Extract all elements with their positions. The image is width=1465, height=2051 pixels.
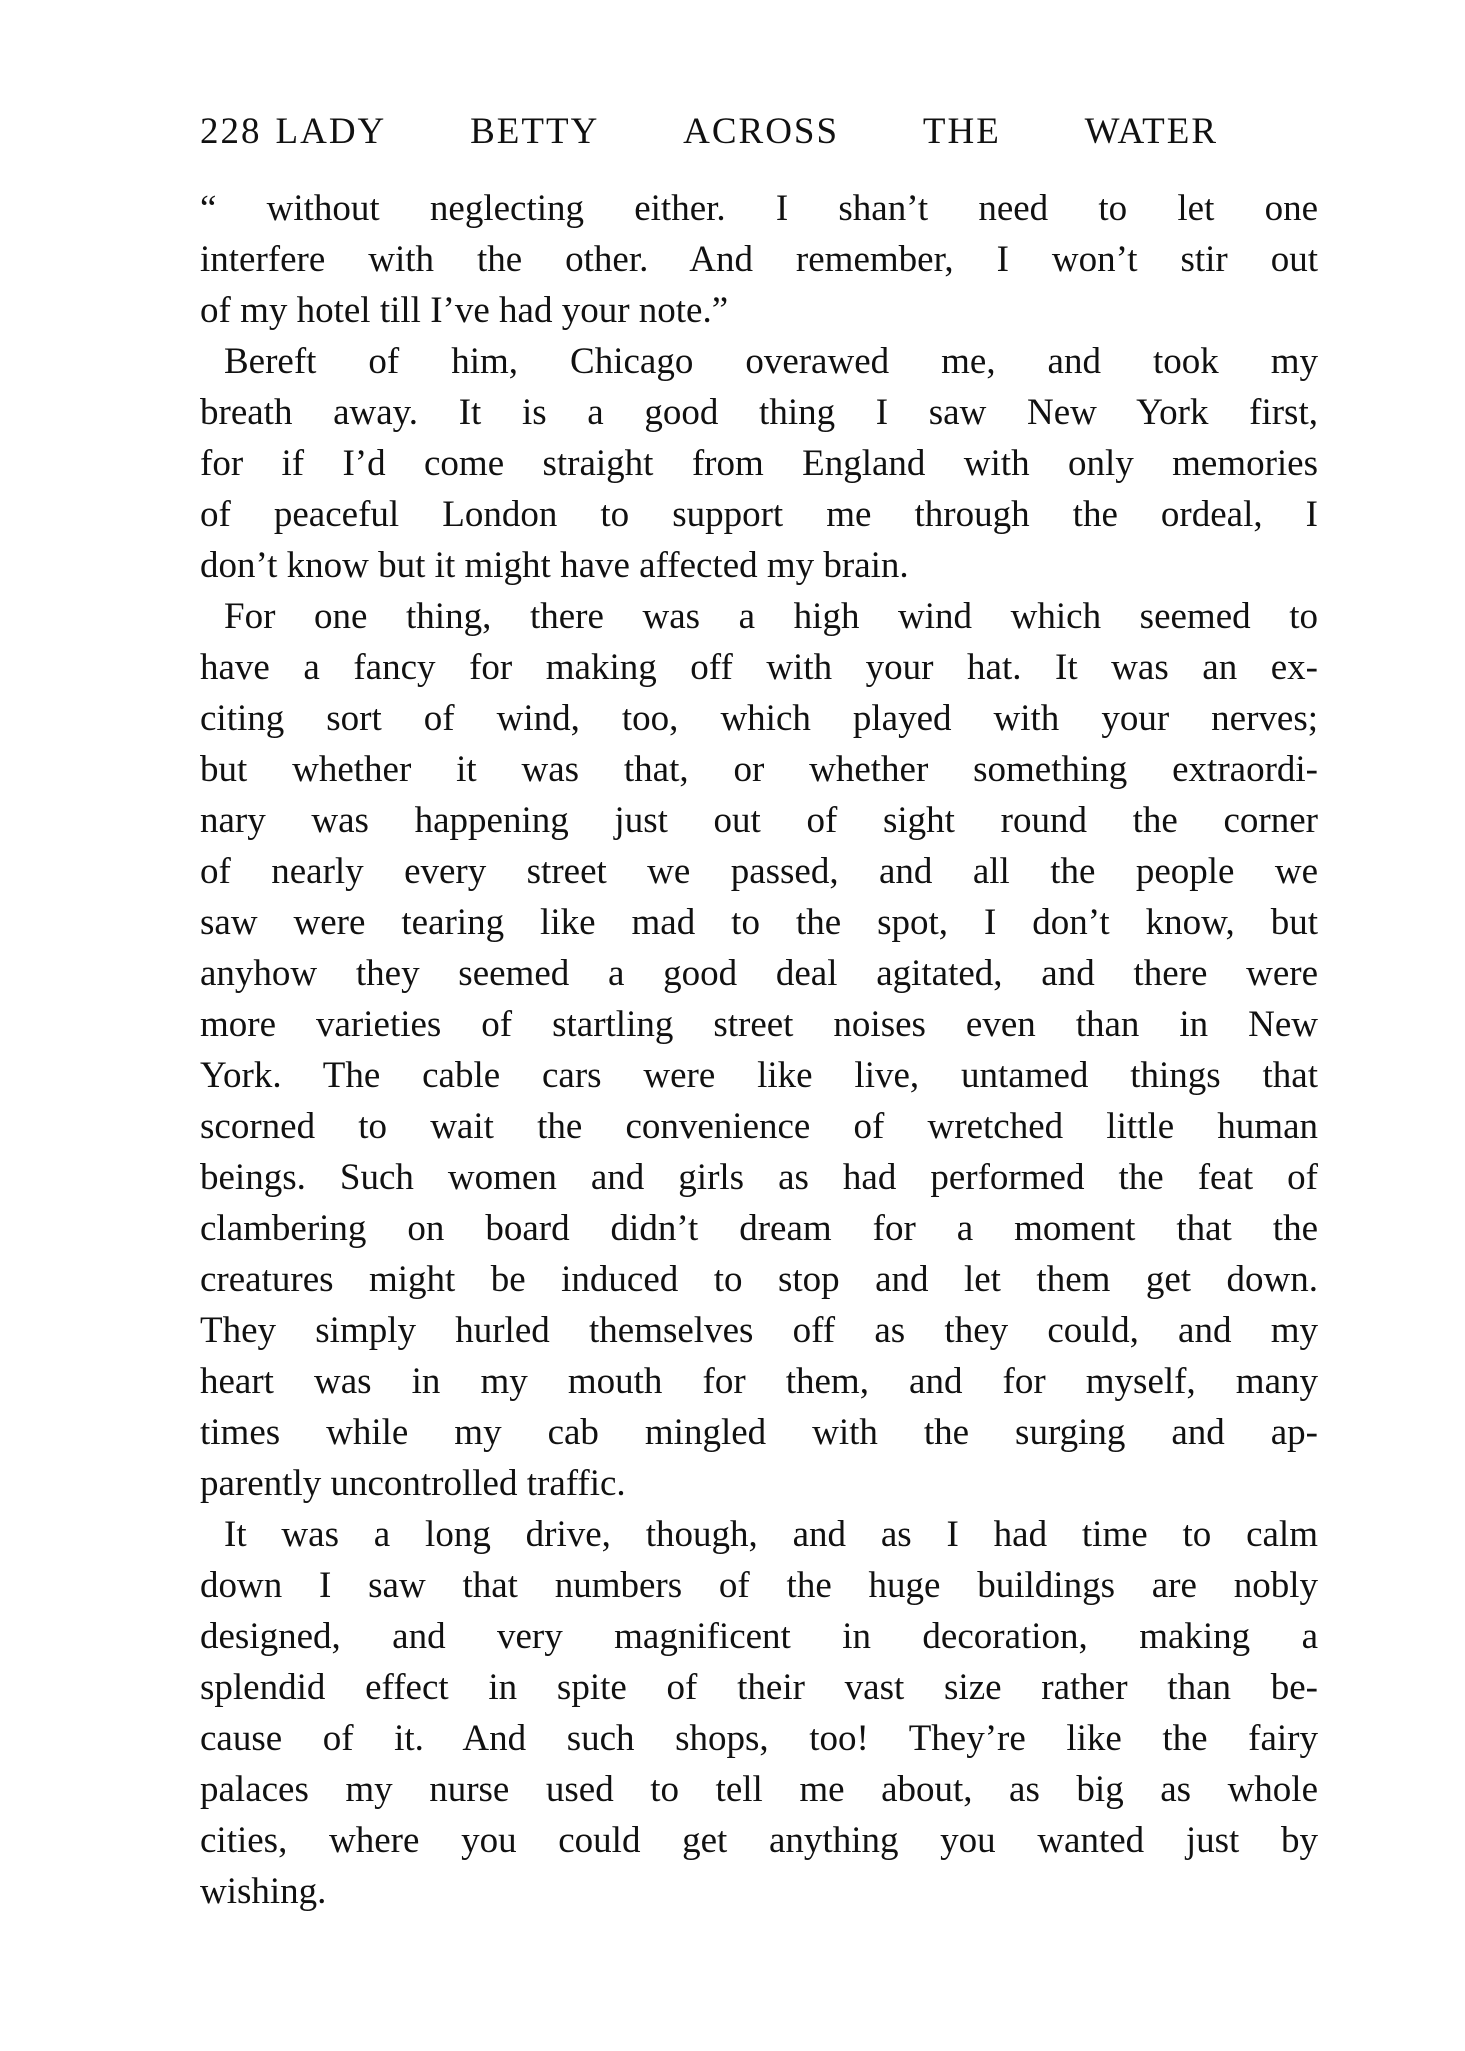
text-line: designed, and very magnificent in decoration, making a: [200, 1616, 1318, 1657]
text-line: palaces my nurse used to tell me about, as big as whole: [200, 1769, 1318, 1810]
paragraph: [200, 591, 1318, 1509]
text-line: saw were tearing like mad to the spot, I don’t know, but: [200, 902, 1318, 943]
text-line: Bereft of him, Chicago overawed me, and took my: [224, 341, 1318, 382]
text-line: times while my cab mingled with the surging and ap-: [200, 1412, 1318, 1453]
text-line: splendid effect in spite of their vast size rather than be-: [200, 1667, 1318, 1708]
text-line: breath away. It is a good thing I saw New York first,: [200, 392, 1318, 433]
text-line: interfere with the other. And remember, I won’t stir out: [200, 239, 1318, 280]
running-title: LADY BETTY ACROSS THE WATER: [275, 111, 1218, 152]
text-line: For one thing, there was a high wind which seemed to: [224, 596, 1318, 637]
running-header: [200, 110, 1218, 153]
page-body: [200, 183, 1318, 1917]
text-line: cause of it. And such shops, too! They’re like the fairy: [200, 1718, 1318, 1759]
text-line: for if I’d come straight from England with only memories: [200, 443, 1318, 484]
text-line: clambering on board didn’t dream for a moment that the: [200, 1208, 1318, 1249]
text-line: don’t know but it might have affected my brain.: [200, 545, 909, 586]
paragraph: [200, 336, 1318, 591]
text-line: more varieties of startling street noises even than in New: [200, 1004, 1318, 1045]
page-number: 228: [200, 111, 262, 152]
text-line: beings. Such women and girls as had performed the feat of: [200, 1157, 1318, 1198]
text-line: of peaceful London to support me through the ordeal, I: [200, 494, 1318, 535]
text-line: York. The cable cars were like live, untamed things that: [200, 1055, 1318, 1096]
text-line: creatures might be induced to stop and let them get down.: [200, 1259, 1318, 1300]
paragraph: [200, 1509, 1318, 1917]
text-line: wishing.: [200, 1871, 327, 1912]
text-line: of nearly every street we passed, and all the people we: [200, 851, 1318, 892]
text-line: parently uncontrolled traffic.: [200, 1463, 626, 1504]
text-line: heart was in my mouth for them, and for myself, many: [200, 1361, 1318, 1402]
text-line: but whether it was that, or whether something extraordi-: [200, 749, 1318, 790]
text-line: scorned to wait the convenience of wretched little human: [200, 1106, 1318, 1147]
text-line: anyhow they seemed a good deal agitated, and there were: [200, 953, 1318, 994]
text-line: of my hotel till I’ve had your note.”: [200, 290, 729, 331]
text-line: have a fancy for making off with your hat. It was an ex-: [200, 647, 1318, 688]
text-line: It was a long drive, though, and as I had time to calm: [224, 1514, 1318, 1555]
text-line: They simply hurled themselves off as they could, and my: [200, 1310, 1318, 1351]
text-line: citing sort of wind, too, which played with your nerves;: [200, 698, 1318, 739]
text-line: nary was happening just out of sight round the corner: [200, 800, 1318, 841]
text-line: cities, where you could get anything you wanted just by: [200, 1820, 1318, 1861]
text-line: “ without neglecting either. I shan’t need to let one: [200, 188, 1318, 229]
text-line: down I saw that numbers of the huge buildings are nobly: [200, 1565, 1318, 1606]
paragraph: [200, 183, 1318, 336]
